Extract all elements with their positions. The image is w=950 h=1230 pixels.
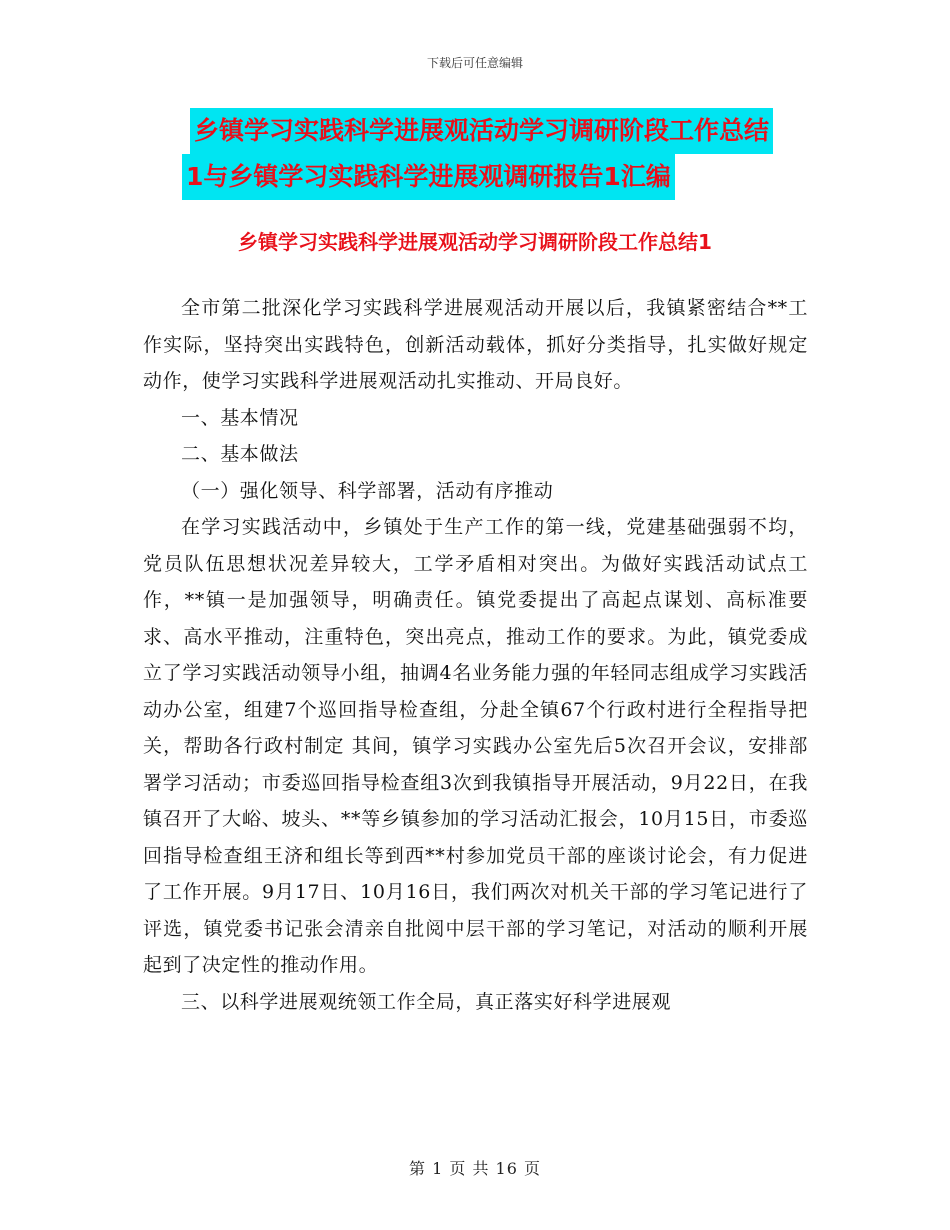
heading-basic-practices: 二、基本做法 xyxy=(181,443,299,465)
section-title: 乡镇学习实践科学进展观活动学习调研阶段工作总结1 xyxy=(238,230,712,254)
heading-scientific-outlook: 三、以科学进展观统领工作全局，真正落实好科学进展观 xyxy=(181,990,672,1013)
subheading-leadership: （一）强化领导、科学部署，活动有序推动 xyxy=(181,479,554,502)
paragraph-leadership-detail: 在学习实践活动中，乡镇处于生产工作的第一线，党建基础强弱不均，党员队伍思想状况差异较大，工学矛盾相对突出。为做好实践活动试点工作，**镇一是加强领导，明确责任。镇党委提出了高起点谋划、高标准要求、高水平推动，注重特色，突出亮点，推动工作的要求。为此，镇党委成立了学习实践活动领导小组，抽调4名业务能力强的年轻同志组成学习实践活动办公室，组建7个巡回指导检查组，分赴全镇67个行政村进行全程指导把关，帮助各行政村制定 其间，镇学习实践办公室先后5次召开会议，安排部署学习活动；市委巡回指导检查组3次到我镇指导开展活动，9月22日，在我镇召开了大峪、坡头、**等乡镇参加的学习活动汇报会，10月15日，市委巡回指导检查组王济和组长等到西**村参加党员干部的座谈讨论会，有力促进了工作开展。9月17日、10月16日，我们两次对机关干部的学习笔记进行了评选，镇党委书记张会清亲自批阅中层干部的学习笔记，对活动的顺利开展起到了决定性的推动作用。 xyxy=(143,516,808,976)
document-title xyxy=(180,108,820,200)
document-title-line-2: 1与乡镇学习实践科学进展观调研报告1汇编 xyxy=(182,154,675,200)
header-note: 下载后可任意编辑 xyxy=(426,56,523,70)
paragraph-intro: 全市第二批深化学习实践科学进展观活动开展以后，我镇紧密结合**工作实际，坚持突出实践特色，创新活动载体，抓好分类指导，扎实做好规定动作，使学习实践科学进展观活动扎实推动、开局良好。 xyxy=(143,297,808,392)
page-footer: 第 1 页 共 16 页 xyxy=(409,1159,541,1178)
heading-basic-situation: 一、基本情况 xyxy=(181,406,299,429)
document-title-line-1: 乡镇学习实践科学进展观活动学习调研阶段工作总结 xyxy=(190,108,773,154)
document-body xyxy=(143,290,808,1020)
